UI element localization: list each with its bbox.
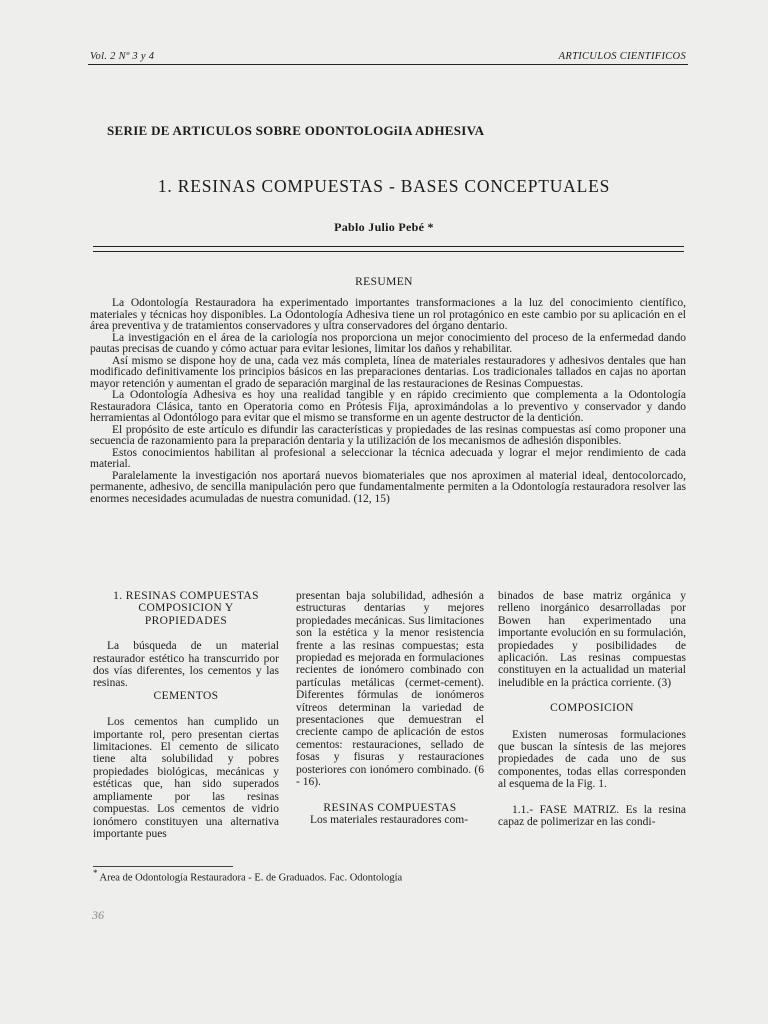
abstract-heading: RESUMEN bbox=[355, 276, 413, 288]
running-header bbox=[90, 51, 686, 65]
footnote bbox=[93, 868, 402, 884]
body-paragraph: binados de base matriz orgánica y relleno inorgánico desarrolladas por Bowen han experimentado una importante evolución en su formulación, propiedades y posibilidades de aplicación. Las resinas compuestas constituyen en la actualidad un material ineludible en la práctica corriente. (3) bbox=[498, 590, 686, 689]
section-heading: 1. RESINAS COMPUESTAS bbox=[113, 590, 259, 602]
body-paragraph: Existen numerosas formulaciones que buscan la síntesis de las mejores propiedades de cada uno de sus componentes, todas ellas corresponden al esquema de la Fig. 1. bbox=[498, 728, 686, 791]
abstract-paragraph: Así mismo se dispone hoy de una, cada vez más completa, línea de materiales restauradores y adhesivos dentales que han modificado definitivamente los principios básicos en las preparaciones dentarias. Los tradicionales tallados en cajas no aportan mayor retención y aumentan el grado de separación marginal de las restauraciones de Resinas Compuestas. bbox=[90, 354, 686, 390]
abstract bbox=[90, 298, 686, 505]
header-volume: Vol. 2 Nº 3 y 4 bbox=[90, 51, 155, 62]
body-column-1 bbox=[93, 590, 279, 840]
body-paragraph: Los materiales restauradores com- bbox=[310, 813, 469, 826]
section-heading: COMPOSICION Y bbox=[138, 602, 234, 615]
header-section: ARTICULOS CIENTIFICOS bbox=[558, 51, 686, 62]
subsection-heading: RESINAS COMPUESTAS bbox=[323, 801, 457, 814]
body-paragraph: La búsqueda de un material restaurador estético ha transcurrido por dos vías diferentes, los cementos y las resinas. bbox=[93, 640, 279, 690]
abstract-paragraph: La Odontología Adhesiva es hoy una realidad tangible y en rápido crecimiento que complementa a la Odontología Restauradora Clásica, tanto en Operatoria como en Prótesis Fija, aproximándolas a lo preventivo y conservador y dando herramientas al Odontólogo para evitar que el mismo se transforme en un agente destructor de la dentición. bbox=[90, 389, 686, 424]
abstract-paragraph: El propósito de este artículo es difundir las características y propiedades de las resinas compuestas así como proponer una secuencia de razonamiento para la preparación dentaria y la utilización de los mecanismos de adhesión disponibles. bbox=[90, 423, 686, 447]
subsection-heading: COMPOSICION bbox=[550, 702, 634, 715]
abstract-paragraph: Estos conocimientos habilitan al profesional a seleccionar la técnica adecuada y lograr el mejor rendimiento de cada material. bbox=[90, 446, 686, 470]
title-rule-thin bbox=[93, 251, 684, 252]
body-paragraph: presentan baja solubilidad, adhesión a estructuras dentarias y mejores propiedades mecánicas. Sus limitaciones son la estética y la menor resistencia frente a las resinas compuestas; esta propiedad es mejorada en formulaciones recientes de ionómero combinado con partículas metálicas (cermet-cement). Diferentes fórmulas de ionómeros vítreos determinan la variedad de presentaciones que demuestran el creciente campo de aplicación de estos cementos: restauraciones, sellado de fosas y fisuras y restauraciones posteriores con ionómero combinado. (6 - 16). bbox=[296, 590, 484, 789]
footnote-mark: * bbox=[93, 868, 98, 878]
series-title: SERIE DE ARTICULOS SOBRE ODONTOLOGiIA ADHESIVA bbox=[107, 123, 485, 138]
footnote-rule bbox=[93, 866, 233, 867]
body-paragraph: 1.1.- FASE MATRIZ. Es la resina capaz de polimerizar en las condi- bbox=[498, 803, 686, 829]
body-column-2 bbox=[296, 590, 484, 826]
author: Pablo Julio Pebé * bbox=[334, 220, 434, 234]
header-rule bbox=[88, 64, 688, 65]
section-heading: PROPIEDADES bbox=[144, 614, 228, 627]
page-number: 36 bbox=[92, 908, 104, 922]
article-title: 1. RESINAS COMPUESTAS - BASES CONCEPTUALES bbox=[157, 176, 611, 196]
abstract-paragraph: Paralelamente la investigación nos aportará nuevos biomateriales que nos aproximen al material ideal, dentocolorcado, permanente, adhesivo, de sencilla manipulación pero que fundamentalmente permiten a la Odontología restauradora resolver las enormes necesidades acumuladas de nuestra comunidad. (12, 15) bbox=[90, 469, 686, 505]
abstract-paragraph: La Odontología Restauradora ha experimentado importantes transformaciones a la luz del conocimiento científico, materiales y técnicas hoy disponibles. La Odontología Adhesiva tiene un rol protagónico en este cambio por su aplicación en el área preventiva y de tratamientos conservadores y ultra conservadores del órgano dentario. bbox=[90, 297, 686, 332]
body-paragraph: Los cementos han cumplido un importante rol, pero presentan ciertas limitaciones. El cemento de silicato tiene alta solubilidad y pobres propiedades biológicas, mecánicas y estéticas que, han sido superados ampliamente por las resinas compuestas. Los cementos de vidrio ionómero constituyen una alternativa importante pues bbox=[93, 716, 279, 840]
subsection-heading: CEMENTOS bbox=[153, 689, 219, 702]
title-rule bbox=[93, 246, 684, 247]
footnote-text: Area de Odontología Restauradora - E. de Graduados. Fac. Odontología bbox=[99, 872, 403, 884]
body-column-3 bbox=[498, 590, 686, 829]
abstract-paragraph: La investigación en el área de la cariología nos proporciona un mejor conocimiento del proceso de la enfermedad dando pautas precisas de cuando y cómo actuar para evitar lesiones, limitar los daños y rehabilitar. bbox=[90, 331, 686, 355]
